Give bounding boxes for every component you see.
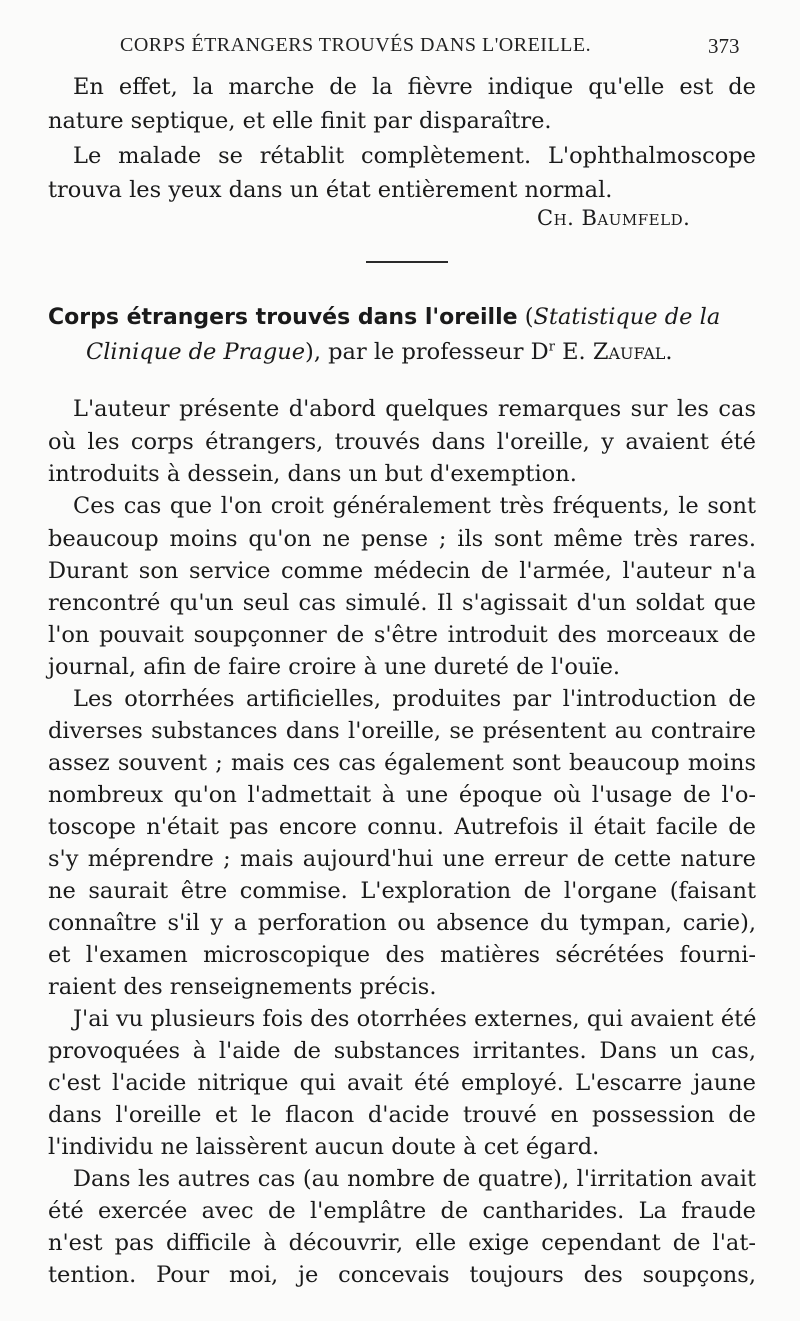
text-line: Ces cas que l'on croit généralement très fréquents, le sont (73, 493, 756, 519)
section-divider (366, 261, 448, 263)
text-line: connaître s'il y a perforation ou absence du tympan, carie), (48, 910, 756, 936)
text-line: provoquées à l'aide de substances irritantes. Dans un cas, (48, 1038, 756, 1064)
text-line: toscope n'était pas encore connu. Autrefois il était facile de (48, 814, 756, 840)
text-line: c'est l'acide nitrique qui avait été employé. L'escarre jaune (48, 1070, 756, 1096)
text-line: nature septique, et elle finit par disparaître. (48, 108, 552, 134)
text-line: où les corps étrangers, trouvés dans l'oreille, y avaient été (48, 429, 756, 455)
article-title: Corps étrangers trouvés dans l'oreille (48, 305, 518, 330)
title-paren: ( (517, 304, 534, 330)
text-line: et l'examen microscopique des matières sécrétées fourni- (48, 942, 756, 968)
text-line: n'est pas difficile à découvrir, elle exige cependant de l'at- (48, 1230, 756, 1256)
text-line: été exercée avec de l'emplâtre de cantharides. La fraude (48, 1198, 756, 1224)
text-line: Le malade se rétablit complètement. L'ophthalmoscope (73, 143, 756, 169)
page-number: 373 (708, 34, 740, 58)
text-line: nombreux qu'on l'admettait à une époque où l'usage de l'o- (48, 782, 756, 808)
text-line: introduits à dessein, dans un but d'exemption. (48, 461, 577, 487)
text-line: Dans les autres cas (au nombre de quatre), l'irritation avait (73, 1166, 756, 1192)
text-line: dans l'oreille et le flacon d'acide trouvé en possession de (48, 1102, 756, 1128)
text-line: En effet, la marche de la fièvre indique qu'elle est de (73, 74, 756, 100)
text-line: L'auteur présente d'abord quelques remarques sur les cas (73, 396, 756, 422)
title-byline: ), par le professeur D (305, 339, 549, 365)
text-line: l'on pouvait soupçonner de s'être introduit des morceaux de (48, 622, 756, 648)
title-author: E. Zaufal. (554, 339, 673, 365)
text-line: l'individu ne laissèrent aucun doute à cet égard. (48, 1134, 600, 1160)
title-source-2: Clinique de Prague (86, 339, 306, 365)
article-title-line-2 (86, 337, 756, 367)
text-line: raient des renseignements précis. (48, 974, 437, 1000)
text-line: tention. Pour moi, je concevais toujours des soupçons, (48, 1262, 756, 1288)
text-line: ne saurait être commise. L'exploration de l'organe (faisant (48, 878, 756, 904)
text-line: assez souvent ; mais ces cas également sont beaucoup moins (48, 750, 756, 776)
title-sup: r (548, 339, 555, 355)
author-signature: Ch. Baumfeld. (537, 206, 691, 230)
text-line: beaucoup moins qu'on ne pense ; ils sont même très rares. (48, 526, 756, 552)
text-line: rencontré qu'un seul cas simulé. Il s'agissait d'un soldat que (48, 590, 756, 616)
text-line: diverses substances dans l'oreille, se présentent au contraire (48, 718, 756, 744)
running-title: CORPS ÉTRANGERS TROUVÉS DANS L'OREILLE. (120, 34, 592, 56)
text-line: journal, afin de faire croire à une dureté de l'ouïe. (48, 654, 621, 680)
text-line: s'y méprendre ; mais aujourd'hui une erreur de cette nature (48, 846, 756, 872)
title-source-1: Statistique de la (533, 304, 721, 330)
article-title-line-1 (48, 302, 756, 333)
text-line: J'ai vu plusieurs fois des otorrhées externes, qui avaient été (73, 1006, 757, 1032)
text-line: Les otorrhées artificielles, produites par l'introduction de (73, 686, 756, 712)
page-header (0, 34, 800, 64)
text-line: Durant son service comme médecin de l'armée, l'auteur n'a (48, 558, 756, 584)
text-line: trouva les yeux dans un état entièrement normal. (48, 177, 613, 203)
